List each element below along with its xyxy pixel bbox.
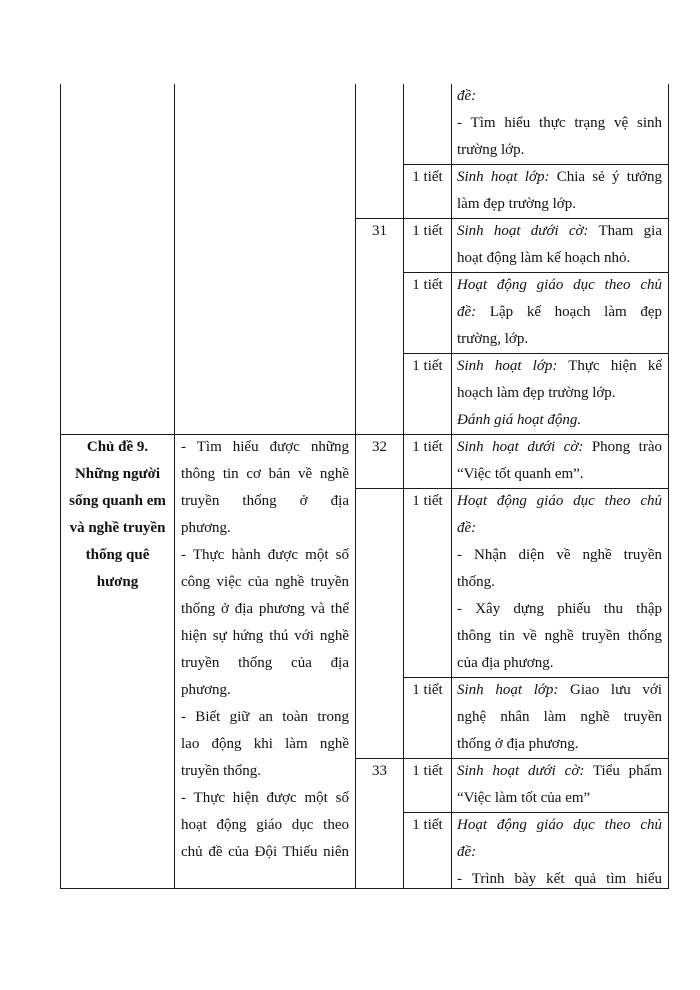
objective-line: truyền thống. bbox=[181, 763, 261, 779]
activity-line bbox=[457, 758, 662, 785]
objective-line: hiện sự hứng thú với nghề bbox=[181, 628, 349, 644]
activity-text: hoạch làm đẹp trường lớp. bbox=[457, 385, 616, 401]
duration-cell: 1 tiết bbox=[412, 439, 443, 455]
activity-text: thống. bbox=[457, 574, 495, 590]
duration-cell: 1 tiết bbox=[412, 169, 443, 185]
activity-heading: Hoạt động giáo dục theo chủ bbox=[457, 817, 662, 833]
activity-cell bbox=[457, 758, 662, 812]
activity-text: trường lớp. bbox=[457, 142, 525, 158]
activity-heading: đề: bbox=[457, 844, 477, 860]
activity-text: thông tin về nghề truyền thống bbox=[457, 628, 662, 644]
activity-line bbox=[457, 83, 662, 110]
objective-line: thống ở địa phương và thể bbox=[181, 601, 349, 617]
activity-cell bbox=[457, 434, 662, 488]
objective-line: truyền thống ở địa bbox=[181, 493, 349, 509]
activity-line bbox=[457, 434, 662, 461]
objective-line: phương. bbox=[181, 682, 231, 698]
activity-line bbox=[457, 380, 662, 407]
week-number: 33 bbox=[372, 763, 387, 779]
activity-heading: Đánh giá hoạt động. bbox=[457, 412, 582, 428]
objective-line: - Thực hành được một số bbox=[181, 547, 349, 563]
activity-line bbox=[457, 326, 662, 353]
activity-text: hoạt động làm kế hoạch nhỏ. bbox=[457, 250, 631, 266]
activity-text: Thực hiện kế bbox=[557, 358, 662, 374]
activity-text: làm đẹp trường lớp. bbox=[457, 196, 576, 212]
activity-cell bbox=[457, 488, 662, 677]
activity-cell bbox=[457, 83, 662, 164]
activity-line bbox=[457, 461, 662, 488]
topic-title-line: Chủ đề 9. bbox=[86, 439, 149, 455]
activity-heading: đề: bbox=[457, 304, 477, 320]
activity-line bbox=[457, 677, 662, 704]
activity-heading: Sinh hoạt dưới cờ: bbox=[457, 763, 585, 779]
activity-line bbox=[457, 299, 662, 326]
activity-text: - Trình bày kết quả tìm hiểu bbox=[457, 871, 662, 887]
activity-line bbox=[457, 785, 662, 812]
activity-text: Tiểu phẩm bbox=[584, 763, 662, 779]
activity-text: - Nhận diện về nghề truyền bbox=[457, 547, 662, 563]
objective-line: - Biết giữ an toàn trong bbox=[181, 709, 349, 725]
activity-line bbox=[457, 839, 662, 866]
activity-line bbox=[457, 569, 662, 596]
duration-cell: 1 tiết bbox=[412, 817, 443, 833]
activity-cell bbox=[457, 164, 662, 218]
duration-cell: 1 tiết bbox=[412, 223, 443, 239]
week-number: 32 bbox=[372, 439, 387, 455]
activity-line bbox=[457, 110, 662, 137]
activity-line bbox=[457, 515, 662, 542]
activity-line bbox=[457, 650, 662, 677]
activity-text: - Tìm hiểu thực trạng vệ sinh bbox=[457, 115, 662, 131]
activity-line bbox=[457, 245, 662, 272]
topic-title-line: và nghề truyền bbox=[69, 520, 166, 536]
topic-title-line: Những người bbox=[74, 466, 161, 482]
activity-line bbox=[457, 731, 662, 758]
activity-line bbox=[457, 353, 662, 380]
activity-line bbox=[457, 866, 662, 893]
activity-heading: đề: bbox=[457, 88, 477, 104]
activity-heading: Hoạt động giáo dục theo chủ bbox=[457, 493, 662, 509]
activity-line bbox=[457, 812, 662, 839]
activity-cell bbox=[457, 218, 662, 272]
activity-line bbox=[457, 623, 662, 650]
topic-title bbox=[62, 434, 173, 596]
activity-heading: Sinh hoạt dưới cờ: bbox=[457, 223, 589, 239]
activity-text: “Việc làm tốt của em” bbox=[457, 790, 591, 806]
activity-text: “Việc tốt quanh em”. bbox=[457, 466, 584, 482]
duration-cell: 1 tiết bbox=[412, 358, 443, 374]
activity-line bbox=[457, 164, 662, 191]
activity-heading: Hoạt động giáo dục theo chủ bbox=[457, 277, 662, 293]
activity-heading: Sinh hoạt lớp: bbox=[457, 682, 559, 698]
duration-cell: 1 tiết bbox=[412, 493, 443, 509]
activity-text: Tham gia bbox=[588, 223, 662, 239]
activity-cell bbox=[457, 812, 662, 893]
duration-cell: 1 tiết bbox=[412, 277, 443, 293]
activity-line bbox=[457, 137, 662, 164]
activity-cell bbox=[457, 353, 662, 434]
objective-line: - Tìm hiểu được những bbox=[181, 439, 349, 455]
objective-line: - Thực hiện được một số bbox=[181, 790, 349, 806]
activity-line bbox=[457, 191, 662, 218]
activity-heading: Sinh hoạt lớp: bbox=[457, 169, 550, 185]
topic-title-line: hương bbox=[96, 574, 139, 590]
activity-text: thống ở địa phương. bbox=[457, 736, 579, 752]
objectives-text bbox=[181, 434, 349, 866]
topic-title-line: thống quê bbox=[85, 547, 150, 563]
activity-line bbox=[457, 218, 662, 245]
activity-text: - Xây dựng phiếu thu thập bbox=[457, 601, 662, 617]
activity-text: trường, lớp. bbox=[457, 331, 529, 347]
objective-line: phương. bbox=[181, 520, 231, 536]
activity-heading: Sinh hoạt lớp: bbox=[457, 358, 558, 374]
activity-text: của địa phương. bbox=[457, 655, 554, 671]
topic-title-line: sống quanh em bbox=[69, 493, 166, 509]
week-number: 31 bbox=[372, 223, 387, 239]
activity-text: Giao lưu với bbox=[558, 682, 662, 698]
activity-cell bbox=[457, 677, 662, 758]
activity-heading: đề: bbox=[457, 520, 477, 536]
duration-cell: 1 tiết bbox=[412, 763, 443, 779]
objective-line: thông tin cơ bản về nghề bbox=[181, 466, 349, 482]
objective-line: chủ đề của Đội Thiếu niên bbox=[181, 844, 349, 860]
objective-line: lao động khi làm nghề bbox=[181, 736, 349, 752]
activity-line bbox=[457, 488, 662, 515]
activity-text: Phong trào bbox=[583, 439, 662, 455]
objective-line: truyền thống của địa bbox=[181, 655, 349, 671]
activity-line bbox=[457, 704, 662, 731]
activity-line bbox=[457, 272, 662, 299]
objective-line: công việc của nghề truyền bbox=[181, 574, 349, 590]
activity-cell bbox=[457, 272, 662, 353]
activity-text: Lập kế hoạch làm đẹp bbox=[476, 304, 662, 320]
activity-line bbox=[457, 596, 662, 623]
objective-line: hoạt động giáo dục theo bbox=[181, 817, 349, 833]
activity-line bbox=[457, 542, 662, 569]
duration-cell: 1 tiết bbox=[412, 682, 443, 698]
activity-heading: Sinh hoạt dưới cờ: bbox=[457, 439, 584, 455]
activity-text: nghệ nhân làm nghề truyền bbox=[457, 709, 662, 725]
activity-line bbox=[457, 407, 662, 434]
activity-text: Chia sẻ ý tưởng bbox=[549, 169, 662, 185]
